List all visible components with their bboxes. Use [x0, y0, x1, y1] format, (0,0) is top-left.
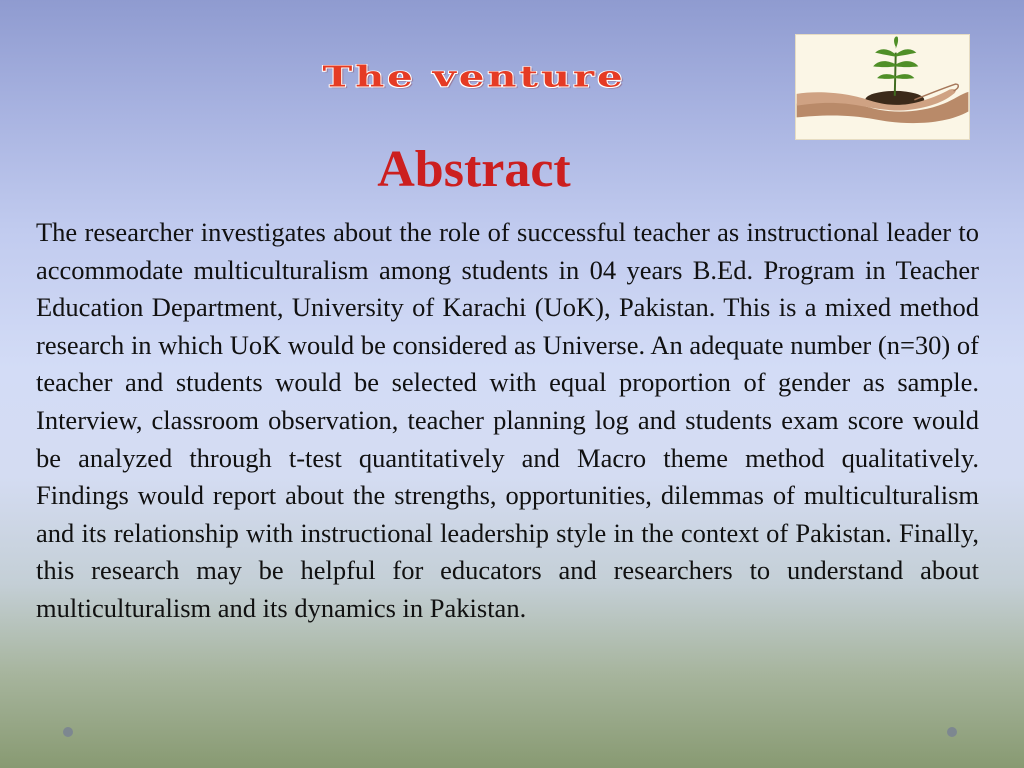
abstract-body: The researcher investigates about the role of successful teacher as instructional leader to accommodate multiculturalism among students in 04 years B.Ed. Program in Teacher Education Department, University of Karachi (UoK), Pakistan. This is a mixed method research in which UoK would be considered as Universe. An adequate number (n=30) of teacher and students would be selected with equal proportion of gender as sample. Interview, classroom observation, teacher planning log and students exam score would be analyzed through t-test quantitatively and Macro theme method qualitatively. Findings would report about the strengths, opportunities, dilemmas of multiculturalism and its relationship with instructional leadership style in the context of Pakistan. Finally, this research may be helpful for educators and researchers to understand about multiculturalism and its dynamics in Pakistan. [36, 217, 979, 623]
slide-title: The venture [322, 60, 626, 94]
abstract-heading: Abstract [377, 141, 571, 198]
decorative-dot-right [947, 727, 957, 737]
decorative-dot-left [63, 727, 73, 737]
hands-holding-seedling-icon [796, 35, 969, 139]
hands-seedling-image [795, 34, 970, 140]
